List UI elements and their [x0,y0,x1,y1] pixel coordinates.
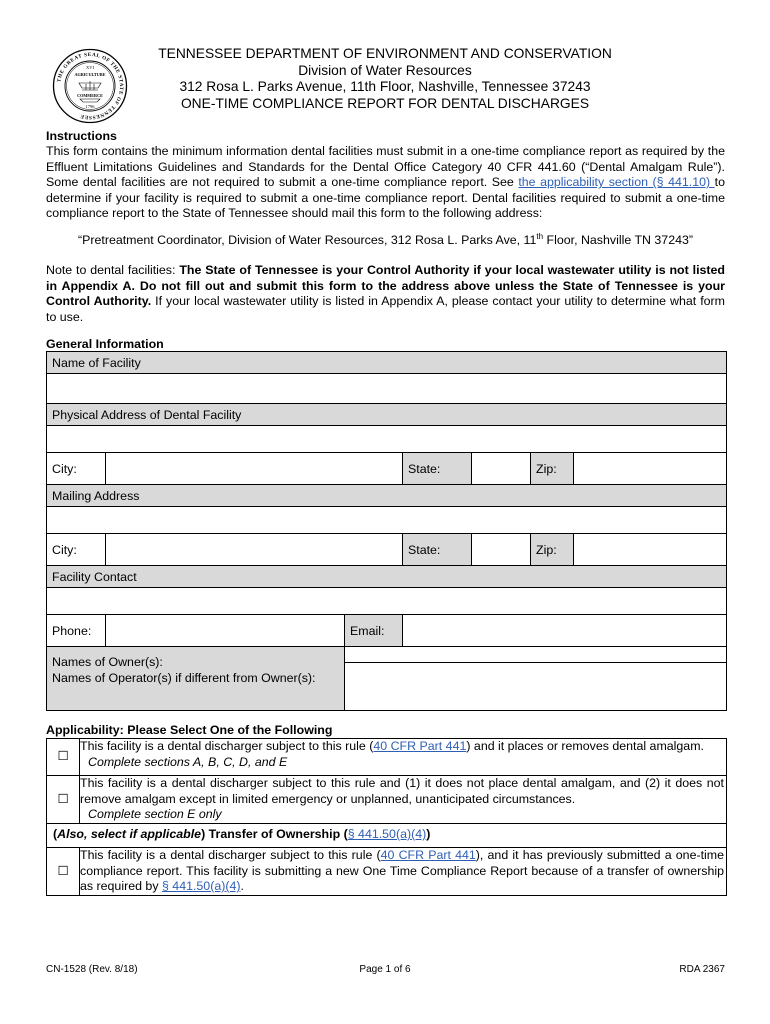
mailing-city-label: City: [47,534,106,566]
mailing-address-input[interactable] [47,507,727,534]
transfer-title-text: ) Transfer of Ownership ( [201,827,348,841]
transfer-cfr-link[interactable]: § 441.50(a)(4) [347,827,427,841]
document-header [130,46,640,112]
mailing-address-line [46,233,725,247]
department-title: TENNESSEE DEPARTMENT OF ENVIRONMENT AND CONSERVATION [158,46,612,61]
option-2-instruction: Complete section E only [88,807,222,822]
department-address: 312 Rosa L. Parks Avenue, 11th Floor, Nashville, Tennessee 37243 [179,79,591,94]
operators-label: Names of Operator(s) if different from Owner(s): [52,670,316,685]
division-name: Division of Water Resources [298,62,472,78]
option-1-text-a: This facility is a dental discharger subject to this rule ( [80,739,374,753]
option-2-text-a: This facility is a dental discharger subject to this rule and (1) it does not place dental amalgam, and (2) it does not remove amalgam except in limited emergency or unplanned, unanticipated circumstances. [80,776,724,806]
option-3-cfr-link[interactable]: 40 CFR Part 441 [380,848,476,862]
owners-label: Names of Owner(s): [52,655,163,669]
seal-outer-text: THE GREAT SEAL OF THE STATE OF TENNESSEE [56,51,125,121]
instructions-paragraph [46,144,725,222]
option-3-checkbox[interactable]: ☐ [47,848,80,896]
option-3-text-a: This facility is a dental discharger subject to this rule ( [80,848,381,862]
email-label: Email: [345,615,403,647]
rda-number: RDA 2367 [679,964,725,975]
facility-contact-label: Facility Contact [47,566,727,588]
transfer-open-paren: ( [53,827,58,841]
facility-contact-input[interactable] [47,588,727,615]
cfr-part-441-link[interactable]: 40 CFR Part 441 [373,739,467,753]
address-superscript: th [536,231,544,241]
form-number: CN-1528 (Rev. 8/18) [46,964,138,975]
mailing-city-input[interactable] [106,534,403,566]
operators-input[interactable] [345,663,727,711]
form-title: ONE-TIME COMPLIANCE REPORT FOR DENTAL DISCHARGES [180,95,590,111]
owners-input[interactable] [345,647,727,663]
mailing-state-label: State: [403,534,472,566]
option-3-text [80,848,727,896]
applicability-heading: Applicability: Please Select One of the Following [46,723,333,737]
physical-city-input[interactable] [106,453,403,485]
applicability-section-link[interactable]: the applicability section (§ 441.10) [518,175,715,190]
instructions-heading: Instructions [46,129,117,143]
seal-wheat-emblem [82,81,98,90]
seal-agriculture: AGRICULTURE [74,72,106,77]
mailing-zip-label: Zip: [531,534,574,566]
facility-name-label: Name of Facility [47,352,727,374]
option-3-section-link[interactable]: § 441.50(a)(4) [161,879,241,894]
mailing-address-label: Mailing Address [47,485,727,507]
instructions-text-2: to determine if your facility is required to submit a one-time compliance report. Dental facilities required to submit a one-time compliance report to the State of Tennessee should mail this form to the following address: [46,175,725,221]
owners-operators-label [47,647,345,711]
phone-input[interactable] [106,615,345,647]
option-3-text-c: . [240,879,244,894]
transfer-also-text: Also, select if applicable [57,827,202,841]
seal-year: 1796 [85,104,95,109]
physical-address-input[interactable] [47,426,727,453]
applicability-table [46,738,727,896]
note-bold-text: The State of Tennessee is your Control Authority if your local wastewater utility is not listed in Appendix A. Do not fill out and submit this form to the address above unless the State of Tennessee is your Control Authority. [46,263,725,309]
note-label: Note to dental facilities: [46,263,180,277]
physical-zip-label: Zip: [531,453,574,485]
note-paragraph [46,263,725,325]
seal-commerce: COMMERCE [77,93,103,98]
physical-state-label: State: [403,453,472,485]
physical-state-input[interactable] [472,453,531,485]
physical-address-label: Physical Address of Dental Facility [47,404,727,426]
note-rest-text: If your local wastewater utility is listed in Appendix A, please contact your utility to determine what form to use. [46,294,725,324]
email-input[interactable] [403,615,727,647]
address-text-1: “Pretreatment Coordinator, Division of Water Resources, 312 Rosa L. Parks Ave, 11 [77,233,537,247]
option-1-instruction: Complete sections A, B, C, D, and E [88,754,288,769]
seal-roman: XVI [86,65,94,70]
option-1-text-b: ) and it places or removes dental amalgam. [466,739,704,753]
tennessee-state-seal [52,48,128,124]
transfer-of-ownership-heading [47,824,727,848]
option-1-checkbox[interactable]: ☐ [47,739,80,776]
option-2-checkbox[interactable]: ☐ [47,776,80,824]
general-information-heading: General Information [46,337,164,351]
facility-name-input[interactable] [47,374,727,404]
physical-zip-input[interactable] [574,453,727,485]
phone-label: Phone: [47,615,106,647]
physical-city-label: City: [47,453,106,485]
option-2-text [80,776,727,824]
mailing-state-input[interactable] [472,534,531,566]
address-text-2: Floor, Nashville TN 37243” [543,233,693,247]
page-number: Page 1 of 6 [359,964,411,975]
general-information-table [46,351,727,711]
instructions-text-1: This form contains the minimum information dental facilities must submit in a one-time compliance report as required by the Effluent Limitations Guidelines and Standards for the Dental Office Category 40 CFR 441.60 (“Dental Amalgam Rule”). Some dental facilities are not required to submit a one-time compliance report. See [46,144,725,190]
transfer-close-paren: ) [426,827,431,841]
option-1-text [80,739,727,776]
option-3-text-b: ), and it has previously submitted a one-time compliance report. This facility is submitting a new One Time Compliance Report because of a transfer of ownership as required by [80,848,724,894]
mailing-zip-input[interactable] [574,534,727,566]
seal-boat-emblem [80,99,100,102]
